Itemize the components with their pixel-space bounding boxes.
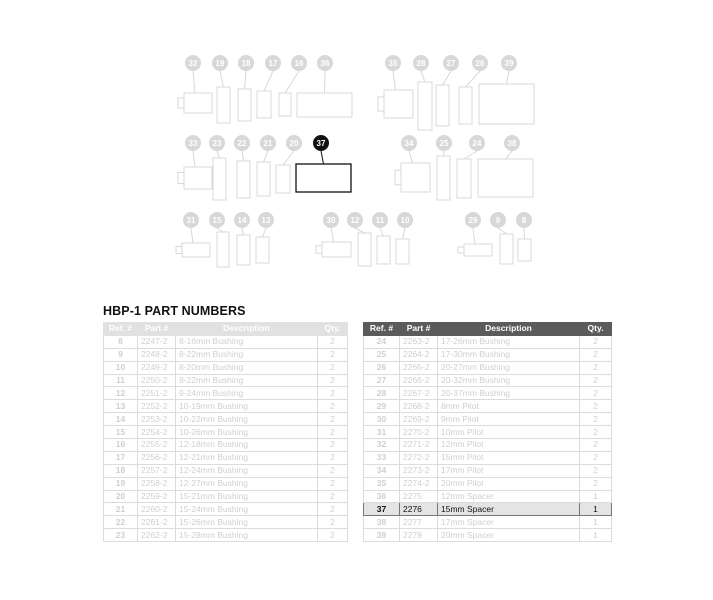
ref-cell: 19 xyxy=(104,477,138,490)
part-number-cell: 2251-2 xyxy=(138,387,176,400)
qty-cell: 2 xyxy=(318,529,348,542)
parts-heading: HBP-1 PART NUMBERS xyxy=(103,304,246,318)
bushing-shape xyxy=(377,236,390,264)
callout-number: 29 xyxy=(468,216,478,225)
description-cell: 17mm Pilot xyxy=(438,464,580,477)
callout-number: 14 xyxy=(237,216,247,225)
table-row[interactable] xyxy=(364,413,612,426)
callout-number: 13 xyxy=(261,216,271,225)
description-cell: 15-28mm Bushing xyxy=(176,529,318,542)
part-number-cell: 2257-2 xyxy=(138,464,176,477)
callout-number: 22 xyxy=(237,139,247,148)
leader-line xyxy=(193,151,195,167)
qty-cell: 2 xyxy=(318,439,348,452)
bushing-shape xyxy=(478,159,533,197)
column-header: Ref. # xyxy=(364,323,400,336)
part-number-cell: 2271-2 xyxy=(400,439,438,452)
ref-cell: 31 xyxy=(364,426,400,439)
ref-cell: 33 xyxy=(364,451,400,464)
bushing-shape xyxy=(256,237,269,263)
leader-line xyxy=(421,71,425,82)
bushing-shape xyxy=(396,239,409,264)
qty-cell: 2 xyxy=(580,348,612,361)
callout-number: 21 xyxy=(263,139,273,148)
column-header: Part # xyxy=(400,323,438,336)
qty-cell: 2 xyxy=(318,348,348,361)
leader-line xyxy=(264,151,269,162)
leader-line xyxy=(217,228,223,232)
part-number-cell: 2254-2 xyxy=(138,426,176,439)
description-cell: 8-20mm Bushing xyxy=(176,361,318,374)
column-header: Ref. # xyxy=(104,323,138,336)
callout-number: 26 xyxy=(475,59,485,68)
part-number-cell: 2270-2 xyxy=(400,426,438,439)
ref-cell: 10 xyxy=(104,361,138,374)
callout-number: 10 xyxy=(400,216,410,225)
ref-cell: 14 xyxy=(104,413,138,426)
table-row[interactable] xyxy=(104,413,348,426)
leader-line xyxy=(264,71,273,91)
ref-cell: 11 xyxy=(104,374,138,387)
description-cell: 20-32mm Bushing xyxy=(438,374,580,387)
part-number-cell: 2259-2 xyxy=(138,490,176,503)
callout-number: 17 xyxy=(268,59,278,68)
table-row[interactable] xyxy=(104,400,348,413)
leader-line xyxy=(409,151,413,163)
table-header-row xyxy=(104,323,348,336)
bushing-shape xyxy=(358,233,371,266)
table-row[interactable] xyxy=(104,387,348,400)
table-row[interactable] xyxy=(364,361,612,374)
description-cell: 15mm Pilot xyxy=(438,451,580,464)
bushing-shape xyxy=(436,85,449,126)
bushing-shape xyxy=(257,91,271,118)
qty-cell: 2 xyxy=(580,451,612,464)
callout-number: 33 xyxy=(188,139,198,148)
qty-cell: 2 xyxy=(580,374,612,387)
qty-cell: 2 xyxy=(318,426,348,439)
bushing-shape xyxy=(217,87,230,123)
description-cell: 9-22mm Bushing xyxy=(176,374,318,387)
pilot-nose xyxy=(178,98,184,108)
part-number-cell: 2256-2 xyxy=(138,451,176,464)
parts-table-left xyxy=(103,322,348,542)
leader-line xyxy=(464,151,477,159)
parts-table-right xyxy=(363,322,612,542)
ref-cell: 25 xyxy=(364,348,400,361)
pilot-shape xyxy=(184,167,212,189)
qty-cell: 2 xyxy=(318,503,348,516)
table-row[interactable] xyxy=(104,335,348,348)
leader-line xyxy=(393,71,396,90)
callout-number: 8 xyxy=(521,216,527,225)
ref-cell: 35 xyxy=(364,477,400,490)
part-number-cell: 2277 xyxy=(400,516,438,529)
table-row[interactable] xyxy=(104,439,348,452)
ref-cell: 29 xyxy=(364,400,400,413)
leader-line xyxy=(466,71,481,87)
part-number-cell: 2260-2 xyxy=(138,503,176,516)
bushing-shape xyxy=(479,84,534,124)
ref-cell: 39 xyxy=(364,529,400,542)
table-row[interactable] xyxy=(364,490,612,503)
leader-line xyxy=(285,71,299,93)
table-row[interactable] xyxy=(104,426,348,439)
part-number-cell: 2250-2 xyxy=(138,374,176,387)
description-cell: 20-37mm Bushing xyxy=(438,387,580,400)
ref-cell: 36 xyxy=(364,490,400,503)
description-cell: 12mm Spacer xyxy=(438,490,580,503)
description-cell: 15-26mm Bushing xyxy=(176,516,318,529)
part-number-cell: 2272-2 xyxy=(400,451,438,464)
bushing-shape xyxy=(237,235,250,265)
leader-line xyxy=(506,151,513,159)
table-row[interactable] xyxy=(104,464,348,477)
bushing-shape xyxy=(457,159,471,198)
callout-number: 23 xyxy=(212,139,222,148)
pilot-nose xyxy=(458,247,464,253)
bushing-shape xyxy=(276,165,290,193)
bushing-shape xyxy=(418,82,432,130)
leader-line xyxy=(444,151,445,156)
ref-cell: 24 xyxy=(364,335,400,348)
leader-line xyxy=(242,151,244,161)
table-row[interactable] xyxy=(104,374,348,387)
description-cell: 12mm Pilot xyxy=(438,439,580,452)
description-cell: 17-30mm Bushing xyxy=(438,348,580,361)
table-row[interactable] xyxy=(364,529,612,542)
leader-line xyxy=(321,151,324,164)
pilot-nose xyxy=(378,97,384,111)
callout-number: 15 xyxy=(212,216,222,225)
table-row[interactable] xyxy=(104,529,348,542)
ref-cell: 9 xyxy=(104,348,138,361)
qty-cell: 2 xyxy=(318,464,348,477)
ref-cell: 21 xyxy=(104,503,138,516)
leader-line xyxy=(283,151,294,165)
table-header-row xyxy=(364,323,612,336)
table-row[interactable] xyxy=(364,348,612,361)
ref-cell: 28 xyxy=(364,387,400,400)
leader-line xyxy=(191,228,193,243)
callout-number: 19 xyxy=(215,59,225,68)
part-number-cell: 2247-2 xyxy=(138,335,176,348)
callout-number: 18 xyxy=(241,59,251,68)
description-cell: 12-27mm Bushing xyxy=(176,477,318,490)
pilot-nose xyxy=(395,170,401,185)
leader-line xyxy=(507,71,510,84)
description-cell: 10-19mm Bushing xyxy=(176,400,318,413)
description-cell: 10-22mm Bushing xyxy=(176,413,318,426)
description-cell: 15-21mm Bushing xyxy=(176,490,318,503)
table-row[interactable] xyxy=(364,426,612,439)
leader-line xyxy=(245,71,247,89)
qty-cell: 2 xyxy=(318,374,348,387)
qty-cell: 1 xyxy=(580,490,612,503)
ref-cell: 34 xyxy=(364,464,400,477)
callout-number: 38 xyxy=(507,139,517,148)
part-number-cell: 2265-2 xyxy=(400,361,438,374)
ref-cell: 18 xyxy=(104,464,138,477)
column-header: Description xyxy=(176,323,318,336)
ref-cell: 37 xyxy=(364,503,400,516)
table-row[interactable] xyxy=(364,503,612,516)
bushing-shape xyxy=(217,232,229,267)
qty-cell: 1 xyxy=(580,529,612,542)
ref-cell: 26 xyxy=(364,361,400,374)
qty-cell: 1 xyxy=(580,516,612,529)
description-cell: 12-21mm Bushing xyxy=(176,451,318,464)
callout-number: 11 xyxy=(375,216,385,225)
ref-cell: 22 xyxy=(104,516,138,529)
bushing-shape xyxy=(296,164,351,192)
description-cell: 15-24mm Bushing xyxy=(176,503,318,516)
ref-cell: 16 xyxy=(104,439,138,452)
part-number-cell: 2264-2 xyxy=(400,348,438,361)
callout-number: 37 xyxy=(316,139,326,148)
bushing-shape xyxy=(238,89,251,121)
qty-cell: 2 xyxy=(318,477,348,490)
description-cell: 9mm Pilot xyxy=(438,413,580,426)
leader-line xyxy=(220,71,224,87)
qty-cell: 2 xyxy=(318,413,348,426)
pilot-shape xyxy=(184,93,212,113)
table-row[interactable] xyxy=(364,400,612,413)
leader-line xyxy=(403,228,406,239)
callout-number: 39 xyxy=(504,59,514,68)
table-row[interactable] xyxy=(364,464,612,477)
bushing-shape xyxy=(297,93,352,117)
table-row[interactable] xyxy=(104,477,348,490)
callout-number: 16 xyxy=(294,59,304,68)
ref-cell: 32 xyxy=(364,439,400,452)
part-number-cell: 2263-2 xyxy=(400,335,438,348)
pilot-shape xyxy=(401,163,430,192)
leader-line xyxy=(263,228,267,237)
table-row[interactable] xyxy=(104,451,348,464)
ref-cell: 8 xyxy=(104,335,138,348)
callout-number: 34 xyxy=(404,139,414,148)
pilot-nose xyxy=(316,246,322,254)
description-cell: 8mm Pilot xyxy=(438,400,580,413)
table-row[interactable] xyxy=(104,503,348,516)
description-cell: 10mm Pilot xyxy=(438,426,580,439)
qty-cell: 2 xyxy=(580,464,612,477)
description-cell: 20mm Pilot xyxy=(438,477,580,490)
part-number-cell: 2248-2 xyxy=(138,348,176,361)
qty-cell: 2 xyxy=(580,439,612,452)
part-number-cell: 2274-2 xyxy=(400,477,438,490)
pilot-shape xyxy=(464,244,492,256)
callout-number: 32 xyxy=(188,59,198,68)
column-header: Qty. xyxy=(580,323,612,336)
bushing-shape xyxy=(257,162,270,196)
leader-line xyxy=(242,228,244,235)
qty-cell: 2 xyxy=(580,387,612,400)
qty-cell: 2 xyxy=(318,516,348,529)
table-row[interactable] xyxy=(364,477,612,490)
part-number-cell: 2262-2 xyxy=(138,529,176,542)
description-cell: 12-18mm Bushing xyxy=(176,439,318,452)
pilot-shape xyxy=(384,90,413,118)
callout-number: 24 xyxy=(472,139,482,148)
part-number-cell: 2278 xyxy=(400,529,438,542)
ref-cell: 15 xyxy=(104,426,138,439)
table-row[interactable] xyxy=(364,335,612,348)
description-cell: 20mm Spacer xyxy=(438,529,580,542)
part-number-cell: 2273-2 xyxy=(400,464,438,477)
description-cell: 12-24mm Bushing xyxy=(176,464,318,477)
ref-cell: 17 xyxy=(104,451,138,464)
part-number-cell: 2249-2 xyxy=(138,361,176,374)
callout-number: 35 xyxy=(388,59,398,68)
part-number-cell: 2258-2 xyxy=(138,477,176,490)
bushing-shape xyxy=(237,161,250,198)
table-row[interactable] xyxy=(364,374,612,387)
table-row[interactable] xyxy=(364,516,612,529)
part-number-cell: 2268-2 xyxy=(400,400,438,413)
description-cell: 8-22mm Bushing xyxy=(176,348,318,361)
leader-line xyxy=(193,71,195,93)
ref-cell: 12 xyxy=(104,387,138,400)
qty-cell: 1 xyxy=(580,503,612,516)
table-row[interactable] xyxy=(364,451,612,464)
ref-cell: 27 xyxy=(364,374,400,387)
pilot-shape xyxy=(322,242,351,257)
qty-cell: 2 xyxy=(580,361,612,374)
leader-line xyxy=(524,228,525,239)
callout-number: 28 xyxy=(416,59,426,68)
callout-number: 20 xyxy=(289,139,299,148)
column-header: Description xyxy=(438,323,580,336)
qty-cell: 2 xyxy=(318,361,348,374)
bushing-shape xyxy=(213,158,226,200)
callout-number: 36 xyxy=(320,59,330,68)
part-number-cell: 2276 xyxy=(400,503,438,516)
callout-number: 27 xyxy=(446,59,456,68)
qty-cell: 2 xyxy=(580,477,612,490)
qty-cell: 2 xyxy=(318,490,348,503)
bushing-shape xyxy=(459,87,472,124)
description-cell: 10-26mm Bushing xyxy=(176,426,318,439)
qty-cell: 2 xyxy=(318,335,348,348)
leader-line xyxy=(325,71,326,93)
bushing-shape xyxy=(500,234,513,264)
description-cell: 15mm Spacer xyxy=(438,503,580,516)
pilot-nose xyxy=(176,247,182,254)
leader-line xyxy=(355,228,365,233)
part-number-cell: 2267-2 xyxy=(400,387,438,400)
callout-number: 9 xyxy=(495,216,501,225)
callout-number: 30 xyxy=(326,216,336,225)
ref-cell: 30 xyxy=(364,413,400,426)
leader-line xyxy=(217,151,220,158)
leader-line xyxy=(473,228,475,244)
table-row[interactable] xyxy=(104,348,348,361)
part-number-cell: 2255-2 xyxy=(138,439,176,452)
qty-cell: 2 xyxy=(318,387,348,400)
parts-diagram xyxy=(0,0,713,290)
part-number-cell: 2266-2 xyxy=(400,374,438,387)
table-row[interactable] xyxy=(104,490,348,503)
callout-number: 12 xyxy=(350,216,360,225)
qty-cell: 2 xyxy=(580,426,612,439)
description-cell: 17-26mm Bushing xyxy=(438,335,580,348)
ref-cell: 13 xyxy=(104,400,138,413)
qty-cell: 2 xyxy=(580,335,612,348)
leader-line xyxy=(380,228,384,236)
part-number-cell: 2252-2 xyxy=(138,400,176,413)
leader-line xyxy=(443,71,452,85)
bushing-shape xyxy=(518,239,531,261)
bushing-shape xyxy=(437,156,450,200)
ref-cell: 23 xyxy=(104,529,138,542)
leader-line xyxy=(331,228,334,242)
callout-number: 25 xyxy=(439,139,449,148)
pilot-shape xyxy=(182,243,210,257)
bushing-shape xyxy=(279,93,291,116)
table-row[interactable] xyxy=(104,361,348,374)
ref-cell: 38 xyxy=(364,516,400,529)
leader-line xyxy=(498,228,507,234)
table-row[interactable] xyxy=(364,387,612,400)
column-header: Part # xyxy=(138,323,176,336)
table-row[interactable] xyxy=(364,439,612,452)
callout-number: 31 xyxy=(186,216,196,225)
description-cell: 17mm Spacer xyxy=(438,516,580,529)
part-number-cell: 2269-2 xyxy=(400,413,438,426)
pilot-nose xyxy=(178,173,184,184)
description-cell: 20-27mm Bushing xyxy=(438,361,580,374)
qty-cell: 2 xyxy=(580,413,612,426)
description-cell: 9-24mm Bushing xyxy=(176,387,318,400)
description-cell: 8-16mm Bushing xyxy=(176,335,318,348)
qty-cell: 2 xyxy=(318,400,348,413)
part-number-cell: 2275 xyxy=(400,490,438,503)
part-number-cell: 2253-2 xyxy=(138,413,176,426)
qty-cell: 2 xyxy=(318,451,348,464)
table-row[interactable] xyxy=(104,516,348,529)
qty-cell: 2 xyxy=(580,400,612,413)
ref-cell: 20 xyxy=(104,490,138,503)
column-header: Qty. xyxy=(318,323,348,336)
part-number-cell: 2261-2 xyxy=(138,516,176,529)
